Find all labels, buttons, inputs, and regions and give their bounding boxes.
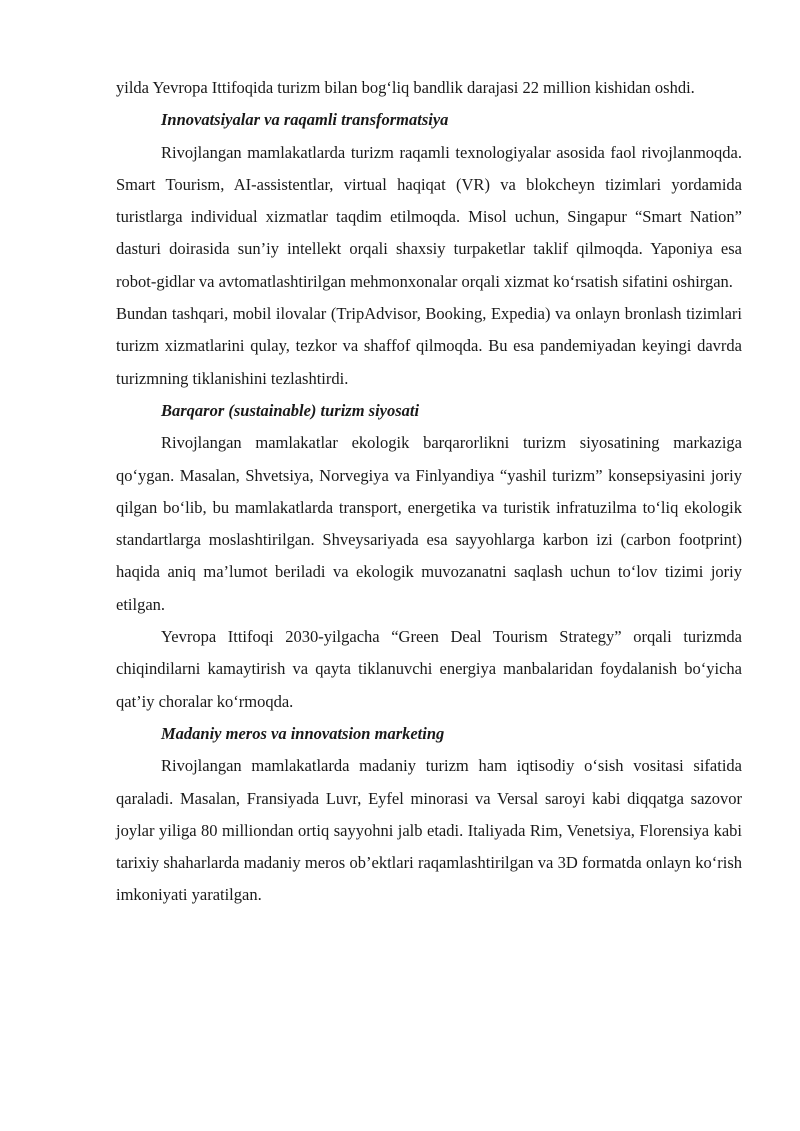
- section-heading-heritage: Madaniy meros va innovatsion marketing: [161, 723, 445, 743]
- section-heading-sustainable: Barqaror (sustainable) turizm siyosati: [161, 400, 420, 420]
- paragraph-green-deal: Yevropa Ittifoqi 2030-yilgacha “Green Deal Tourism Strategy” orqali turizmda chiqindilarni kamaytirish va qayta tiklanuvchi energiya manbalaridan foydalanish bo‘yicha qat’iy choralar ko‘rmoqda.: [116, 627, 742, 711]
- section-heading-innovation: Innovatsiyalar va raqamli transformatsiya: [161, 110, 449, 130]
- paragraph-digital-tourism: Rivojlangan mamlakatlarda turizm raqamli texnologiyalar asosida faol rivojlanmoqda. Smart Tourism, AI-assistentlar, virtual haqiqat (VR) va blokcheyn tizimlari yordamida turistlarga individual xizmatlar taqdim etilmoqda. Misol uchun, Singapur “Smart Nation” dasturi doirasida sun’iy intellekt orqali shaxsiy turpaketlar taklif qilmoqda. Yaponiya esa robot-gidlar va avtomatlashtirilgan mehmonxonalar orqali xizmat ko‘rsatish sifatini oshirgan.: [116, 142, 742, 291]
- paragraph-green-tourism: Rivojlangan mamlakatlar ekologik barqarorlikni turizm siyosatining markaziga qo‘ygan. Masalan, Shvetsiya, Norvegiya va Finlyandiya “yashil turizm” konsepsiyasini joriy qilgan bo‘lib, bu mamlakatlarda transport, energetika va turistik infratuzilma to‘liq ekologik standartlarga moslashtirilgan. Shveysariyada esa sayyohlarga karbon izi (carbon footprint) haqida aniq ma’lumot beriladi va ekologik muvozanatni saqlash uchun to‘lov tizimi joriy etilgan.: [116, 433, 742, 614]
- paragraph-mobile-apps: Bundan tashqari, mobil ilovalar (TripAdvisor, Booking, Expedia) va onlayn bronlash tizimlari turizm xizmatlarini qulay, tezkor va shaffof qilmoqda. Bu esa pandemiyadan keyingi davrda turizmning tiklanishini tezlashtirdi.: [116, 304, 742, 388]
- document-page: [116, 72, 742, 912]
- paragraph-cultural-tourism: Rivojlangan mamlakatlarda madaniy turizm ham iqtisodiy o‘sish vositasi sifatida qaraladi. Masalan, Fransiyada Luvr, Eyfel minorasi va Versal saroyi kabi diqqatga sazovor joylar yiliga 80 milliondan ortiq sayyohni jalb etadi. Italiyada Rim, Venetsiya, Florensiya kabi tarixiy shaharlarda madaniy meros ob’ektlari raqamlashtirilgan va 3D formatda onlayn ko‘rish imkoniyati yaratilgan.: [116, 756, 742, 905]
- paragraph-employment: yilda Yevropa Ittifoqida turizm bilan bog‘liq bandlik darajasi 22 million kishidan oshdi.: [116, 78, 695, 97]
